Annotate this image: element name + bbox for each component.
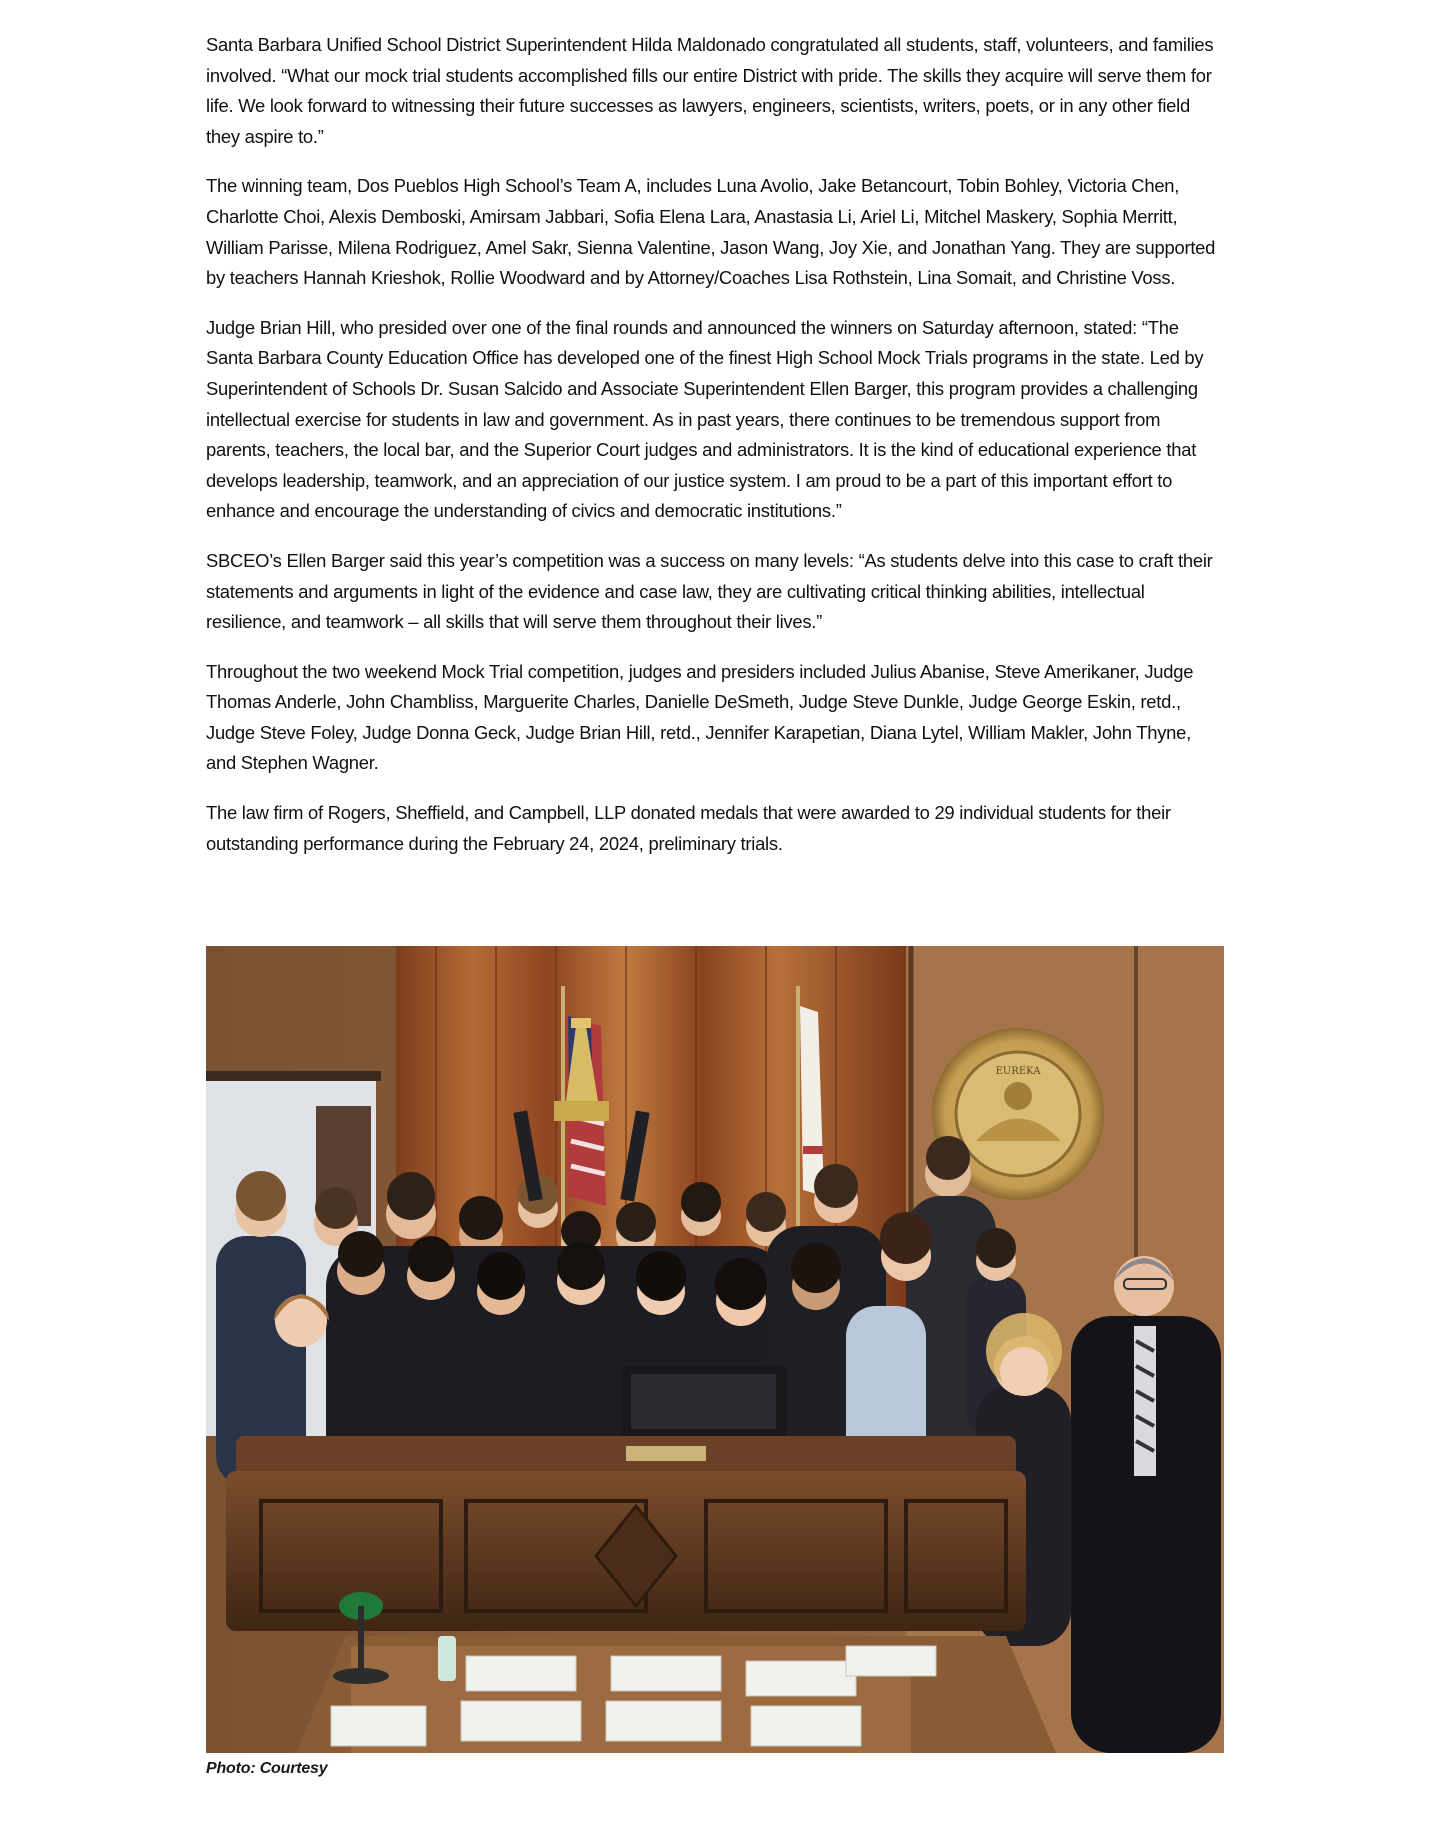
- paragraph-winning-team: The winning team, Dos Pueblos High School’s Team A, includes Luna Avolio, Jake Betancourt, Tobin Bohley, Victoria Chen, Charlotte Choi, Alexis Demboski, Amirsam Jabbari, Sofia Elena Lara, Anastasia Li, Ariel Li, Mitchel Maskery, Sophia Merritt, William Parisse, Milena Rodriguez, Amel Sakr, Sienna Valentine, Jason Wang, Joy Xie, and Jonathan Yang. They are supported by teachers Hannah Krieshok, Rollie Woodward and by Attorney/Coaches Lisa Rothstein, Lina Somait, and Christine Voss.: [206, 175, 1216, 289]
- paragraph-judge-hill-quote: Judge Brian Hill, who presided over one of the final rounds and announced the winners on Saturday afternoon, stated: “The Santa Barbara County Education Office has developed one of the finest High School Mock Trials programs in the state. Led by Superintendent of Schools Dr. Susan Salcido and Associate Superintendent Ellen Barger, this program provides a challenging intellectual exercise for students in law and government. As in past years, there continues to be tremendous support from parents, teachers, the local bar, and the Superior Court judges and administrators. It is the kind of educational experience that develops leadership, teamwork, and an appreciation of our justice system. I am proud to be a part of this important effort to enhance and encourage the understanding of civics and democratic institutions.”: [206, 316, 1204, 522]
- article-body: [206, 30, 1224, 878]
- courtroom-photo-illustration: [206, 946, 1224, 1753]
- paragraph-superintendent-quote: Santa Barbara Unified School District Superintendent Hilda Maldonado congratulated all students, staff, volunteers, and families involved. “What our mock trial students accomplished fills our entire District with pride. The skills they acquire will serve them for life. We look forward to witnessing their future successes as lawyers, engineers, scientists, writers, poets, or in any other field they aspire to.”: [206, 34, 1214, 147]
- paragraph-judges-list: Throughout the two weekend Mock Trial competition, judges and presiders included Julius Abanise, Steve Amerikaner, Judge Thomas Anderle, John Chambliss, Marguerite Charles, Danielle DeSmeth, Judge Steve Dunkle, Judge George Eskin, retd., Judge Steve Foley, Judge Donna Geck, Judge Brian Hill, retd., Jennifer Karapetian, Diana Lytel, William Makler, John Thyne, and Stephen Wagner.: [206, 660, 1194, 774]
- team-photo: [206, 946, 1224, 1753]
- seal-motto: EUREKA: [995, 1066, 1041, 1077]
- paragraph-medals: The law firm of Rogers, Sheffield, and Campbell, LLP donated medals that were awarded to 29 individual students for their outstanding performance during the February 24, 2024, preliminary trials.: [206, 802, 1171, 854]
- photo-caption: Photo: Courtesy: [206, 1760, 328, 1777]
- trophy: [554, 1101, 609, 1121]
- paragraph-ellen-barger-quote: SBCEO’s Ellen Barger said this year’s competition was a success on many levels: “As students delve into this case to craft their statements and arguments in light of the evidence and case law, they are cultivating critical thinking abilities, intellectual resilience, and teamwork – all skills that will serve them throughout their lives.”: [206, 549, 1213, 633]
